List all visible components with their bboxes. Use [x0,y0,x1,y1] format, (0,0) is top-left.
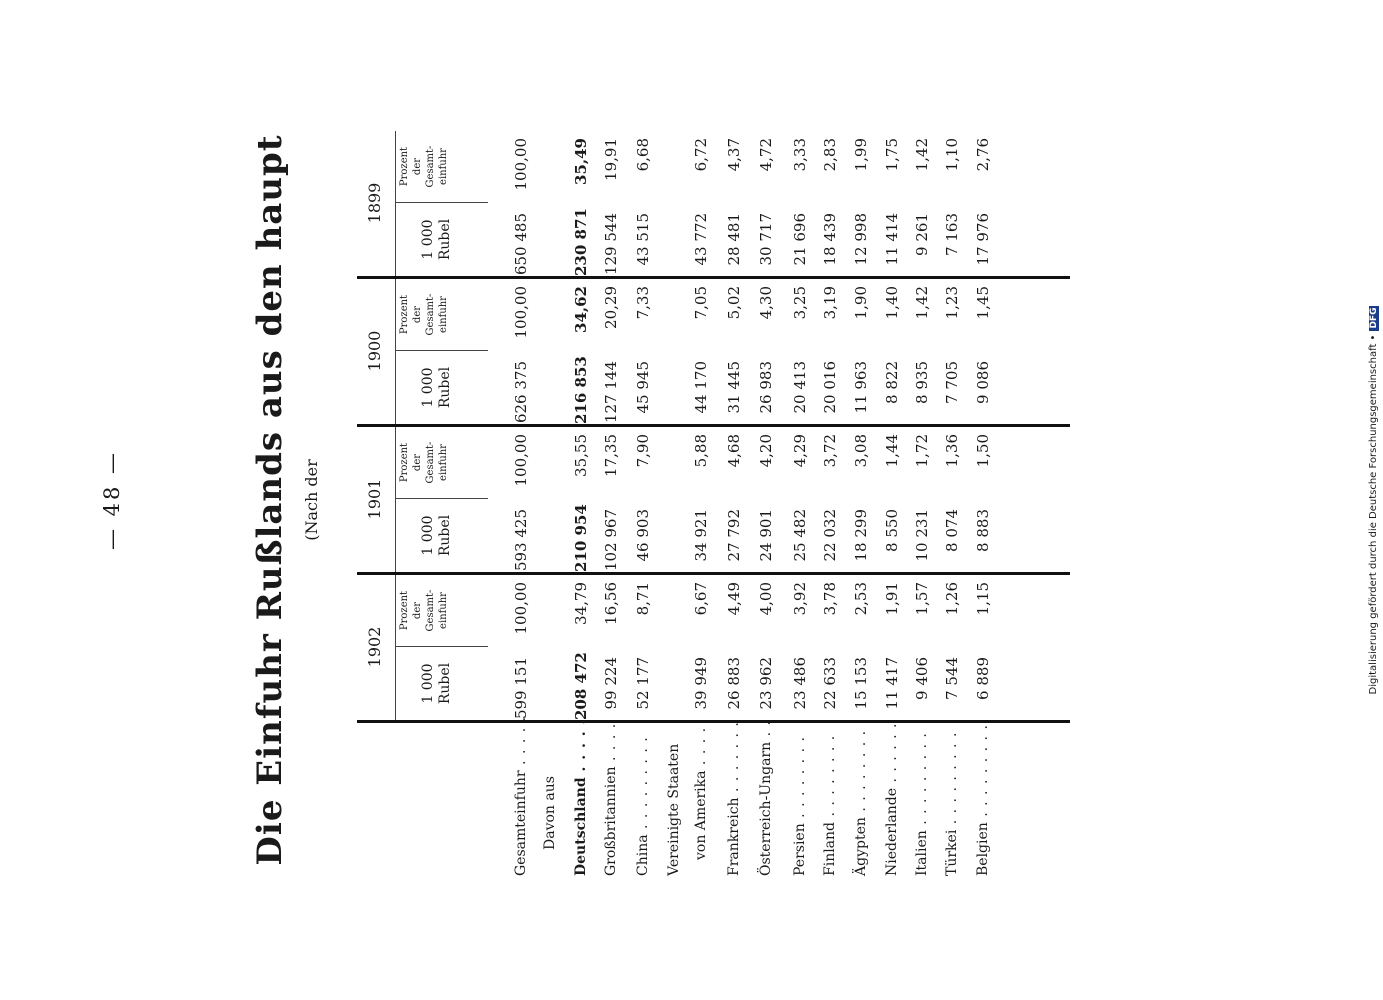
rubel-cell: 11 963 [852,361,870,414]
row-label [542,705,558,850]
rubel-cell: 9 261 [913,213,931,256]
rubel-cell: 44 170 [692,361,710,414]
percent-cell: 6,68 [634,138,652,172]
percent-cell: 1,42 [913,286,931,320]
year-header: 1900 [365,330,384,372]
dfg-credit [1368,0,1379,1000]
percent-cell: 1,75 [883,138,901,172]
leader-dots: . . . . . . . . . [635,736,651,835]
rubel-cell: 7 705 [943,361,961,404]
percent-column-header: Prozent der Gesamt- einfuhr [399,293,449,336]
percent-cell: 7,33 [634,286,652,320]
rubel-cell: 22 633 [821,657,839,710]
credit-text: Digitalisierung gefördert durch die Deutsche Forschungsgemeinschaft • [1368,334,1379,695]
leader-dots: . . . . . . . [726,721,742,798]
rubel-cell: 26 883 [725,657,743,710]
percent-cell: 3,25 [791,286,809,320]
row-label [914,731,930,876]
rubel-cell: 11 414 [883,213,901,266]
row-label-text: Persien [792,823,808,876]
rubel-cell: 208 472 [572,652,590,720]
row-label-text: Niederlande [884,787,900,876]
rubel-column-header: 1 000 Rubel [420,366,453,409]
percent-cell: 1,26 [943,582,961,616]
rubel-cell: 11 417 [883,657,901,710]
percent-cell: 4,72 [757,138,775,172]
rubel-cell: 21 696 [791,213,809,266]
row-label-text: Frankreich [726,797,742,876]
percent-cell: 1,50 [974,434,992,468]
rubel-cell: 15 153 [852,657,870,710]
percent-cell: 100,00 [512,434,530,487]
row-label [726,721,742,876]
percent-cell: 1,90 [852,286,870,320]
table-rule [395,575,396,720]
percent-cell: 1,57 [913,582,931,616]
rubel-cell: 43 772 [692,213,710,266]
percent-cell: 4,20 [757,434,775,468]
row-label-text: Davon aus [542,776,558,850]
percent-cell: 20,29 [602,286,620,329]
rubel-cell: 8 822 [883,361,901,404]
leader-dots: . . . . . . [884,722,900,788]
percent-cell: 1,40 [883,286,901,320]
rubel-cell: 43 515 [634,213,652,266]
percent-cell: 3,72 [821,434,839,468]
percent-column-header: Prozent der Gesamt- einfuhr [399,145,449,188]
row-label-text: Italien [914,830,930,876]
leader-dots: . . . . . [573,718,589,778]
row-label-text: Österreich-Ungarn [758,741,774,876]
rubel-cell: 12 998 [852,213,870,266]
percent-cell: 7,90 [634,434,652,468]
percent-cell: 35,55 [572,434,590,477]
table-rule [357,572,1070,575]
table-rule [357,276,1070,279]
rubel-column-header: 1 000 Rubel [420,218,453,261]
percent-cell: 1,99 [852,138,870,172]
percent-cell: 100,00 [512,582,530,635]
page-title: Die Einfuhr Rußlands aus den haupt [250,134,290,866]
rubel-cell: 8 550 [883,509,901,552]
leader-dots: . . . . [693,726,709,771]
row-label [758,720,774,876]
rubel-cell: 99 224 [602,657,620,710]
rubel-cell: 30 717 [757,213,775,266]
row-label-text: Gesamteinfuhr [513,770,529,876]
percent-cell: 3,92 [791,582,809,616]
percent-cell: 4,49 [725,582,743,616]
rubel-cell: 23 486 [791,657,809,710]
rubel-cell: 26 983 [757,361,775,414]
row-label [666,731,682,876]
rubel-cell: 34 921 [692,509,710,562]
percent-cell: 19,91 [602,138,620,181]
rubel-cell: 20 413 [791,361,809,414]
leader-dots: . . . . . . . . [792,736,808,824]
percent-cell: 1,45 [974,286,992,320]
rubel-cell: 23 962 [757,657,775,710]
percent-cell: 1,23 [943,286,961,320]
table-rule [395,131,396,276]
row-label-text: Vereinigte Staaten [666,743,682,876]
rubel-cell: 626 375 [512,361,530,424]
percent-cell: 1,15 [974,582,992,616]
percent-cell: 5,02 [725,286,743,320]
leader-dots: . . . . . . . . . [975,724,991,823]
rubel-cell: 8 883 [974,509,992,552]
rubel-cell: 8 074 [943,509,961,552]
table-rule [395,427,396,572]
rubel-cell: 22 032 [821,509,839,562]
rubel-cell: 599 151 [512,657,530,720]
rubel-cell: 593 425 [512,509,530,572]
percent-cell: 17,35 [602,434,620,477]
leader-dots: . . . . . . . . [853,729,869,818]
percent-cell: 100,00 [512,138,530,191]
row-label-text: Belgien [975,822,991,876]
table-rule [357,424,1070,427]
rubel-cell: 39 949 [692,657,710,710]
page-number: — 48 — [100,449,124,551]
rubel-cell: 650 485 [512,213,530,276]
rubel-cell: 9 406 [913,657,931,700]
percent-cell: 4,29 [791,434,809,468]
percent-cell: 1,44 [883,434,901,468]
row-label-text: Türkei [944,829,960,876]
rubel-cell: 18 439 [821,213,839,266]
percent-cell: 1,91 [883,582,901,616]
row-label [693,715,709,860]
row-label [513,715,529,876]
percent-column-header: Prozent der Gesamt- einfuhr [399,589,449,632]
rubel-cell: 52 177 [634,657,652,710]
percent-cell: 2,76 [974,138,992,172]
row-label [792,731,808,876]
percent-cell: 3,19 [821,286,839,320]
row-label [635,731,651,876]
leader-dots: . . . . . [513,715,529,771]
row-label-text: Ägypten [853,817,869,876]
percent-cell: 34,62 [572,286,590,333]
row-label [573,718,589,876]
leader-dots: . . [758,720,774,742]
rubel-column-header: 1 000 Rubel [420,662,453,705]
rubel-cell: 25 482 [791,509,809,562]
page-subtitle: (Nach der [302,459,321,541]
row-label-text: Finland [822,821,838,876]
row-label [603,722,619,876]
percent-cell: 3,78 [821,582,839,616]
table-rule [357,720,1070,723]
percent-cell: 5,88 [692,434,710,468]
leader-dots: . . . . [603,722,619,767]
rubel-cell: 7 544 [943,657,961,700]
rubel-cell: 10 231 [913,509,931,562]
percent-cell: 3,33 [791,138,809,172]
row-label-text: Großbritannien [603,766,619,876]
percent-cell: 35,49 [572,138,590,185]
rubel-cell: 18 299 [852,509,870,562]
rubel-cell: 45 945 [634,361,652,414]
year-header: 1899 [365,182,384,224]
rubel-cell: 20 016 [821,361,839,414]
rubel-cell: 7 163 [943,213,961,256]
percent-cell: 1,10 [943,138,961,172]
percent-cell: 4,68 [725,434,743,468]
percent-cell: 4,30 [757,286,775,320]
percent-cell: 16,56 [602,582,620,625]
rubel-cell: 31 445 [725,361,743,414]
rubel-cell: 210 954 [572,504,590,572]
rubel-cell: 127 144 [602,361,620,424]
rubel-cell: 6 889 [974,657,992,700]
percent-cell: 8,71 [634,582,652,616]
rubel-cell: 28 481 [725,213,743,266]
leader-dots: . . . . . . . . [822,734,838,822]
percent-column-header: Prozent der Gesamt- einfuhr [399,441,449,484]
percent-cell: 1,72 [913,434,931,468]
rubel-cell: 17 976 [974,213,992,266]
leader-dots: . . . . . . . . . [944,731,960,830]
percent-cell: 6,72 [692,138,710,172]
row-label [975,724,991,876]
row-label [853,731,869,876]
rubel-cell: 216 853 [572,356,590,424]
row-label [944,731,960,876]
percent-cell: 2,83 [821,138,839,172]
percent-cell: 1,42 [913,138,931,172]
percent-cell: 3,08 [852,434,870,468]
table-rule [395,279,396,424]
rubel-cell: 9 086 [974,361,992,404]
leader-dots: . . . . . . . . . [914,732,930,831]
year-header: 1901 [365,478,384,520]
percent-cell: 100,00 [512,286,530,339]
rubel-cell: 102 967 [602,509,620,572]
row-label-text: von Amerika [693,770,709,860]
percent-cell: 6,67 [692,582,710,616]
percent-cell: 7,05 [692,286,710,320]
row-label-text: Deutschland [573,777,589,876]
rubel-cell: 27 792 [725,509,743,562]
rubel-cell: 46 903 [634,509,652,562]
percent-cell: 4,37 [725,138,743,172]
rubel-cell: 8 935 [913,361,931,404]
row-label [822,731,838,876]
rubel-cell: 230 871 [572,208,590,276]
row-label-text: China [635,834,651,876]
percent-cell: 4,00 [757,582,775,616]
rubel-column-header: 1 000 Rubel [420,514,453,557]
rubel-cell: 129 544 [602,213,620,276]
percent-cell: 2,53 [852,582,870,616]
row-label [884,722,900,876]
dfg-logo-icon: DFG [1369,307,1379,329]
rubel-cell: 24 901 [757,509,775,562]
percent-cell: 34,79 [572,582,590,625]
percent-cell: 1,36 [943,434,961,468]
year-header: 1902 [365,626,384,668]
